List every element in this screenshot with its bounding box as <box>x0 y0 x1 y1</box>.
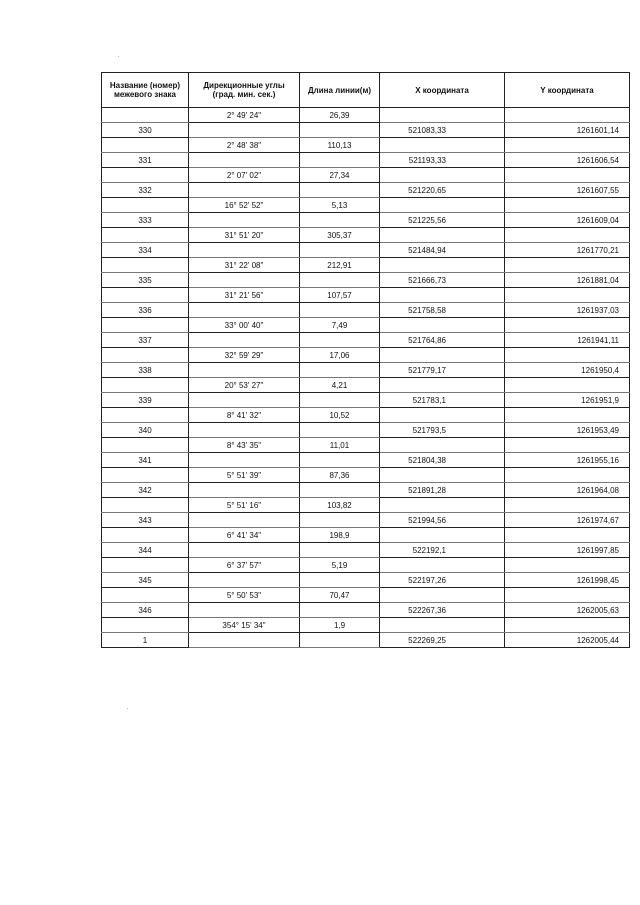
segment-row <box>102 558 630 573</box>
cell-direction-angle: 2° 07' 02" <box>189 168 300 183</box>
cell-x-coordinate: 521804,38 <box>380 453 505 468</box>
cell-point-name: 343 <box>102 513 189 528</box>
cell-x-coordinate: 521225,56 <box>380 213 505 228</box>
cell-x-coordinate: 522267,36 <box>380 603 505 618</box>
cell-y-coordinate: 1261770,21 <box>505 243 630 258</box>
cell-point-name <box>102 438 189 453</box>
cell-point-name <box>102 138 189 153</box>
segment-row <box>102 408 630 423</box>
cell-direction-angle: 8° 43' 35" <box>189 438 300 453</box>
cell-line-length: 110,13 <box>300 138 380 153</box>
cell-y-coordinate <box>505 228 630 243</box>
segment-row <box>102 138 630 153</box>
segment-row <box>102 108 630 123</box>
cell-y-coordinate <box>505 168 630 183</box>
cell-line-length: 87,36 <box>300 468 380 483</box>
cell-direction-angle: 354° 15' 34" <box>189 618 300 633</box>
cell-x-coordinate: 521220,65 <box>380 183 505 198</box>
cell-x-coordinate <box>380 438 505 453</box>
cell-x-coordinate <box>380 108 505 123</box>
cell-direction-angle <box>189 393 300 408</box>
header-x: X координата <box>380 73 505 108</box>
cell-line-length: 5,13 <box>300 198 380 213</box>
cell-point-name <box>102 288 189 303</box>
cell-direction-angle: 2° 48' 38" <box>189 138 300 153</box>
cell-y-coordinate: 1261953,49 <box>505 423 630 438</box>
cell-x-coordinate: 521193,33 <box>380 153 505 168</box>
point-row <box>102 513 630 528</box>
cell-line-length: 107,57 <box>300 288 380 303</box>
cell-point-name: 334 <box>102 243 189 258</box>
cell-x-coordinate: 521083,33 <box>380 123 505 138</box>
cell-y-coordinate <box>505 588 630 603</box>
table-header <box>102 73 630 108</box>
point-row <box>102 393 630 408</box>
scan-speck <box>127 708 128 709</box>
cell-line-length: 11,01 <box>300 438 380 453</box>
cell-line-length: 26,39 <box>300 108 380 123</box>
point-row <box>102 573 630 588</box>
cell-point-name: 338 <box>102 363 189 378</box>
cell-direction-angle: 16° 52' 52" <box>189 198 300 213</box>
cell-y-coordinate: 1261974,67 <box>505 513 630 528</box>
cell-point-name: 344 <box>102 543 189 558</box>
cell-point-name: 336 <box>102 303 189 318</box>
cell-point-name <box>102 618 189 633</box>
cell-y-coordinate <box>505 468 630 483</box>
point-row <box>102 483 630 498</box>
cell-line-length: 212,91 <box>300 258 380 273</box>
cell-line-length <box>300 633 380 648</box>
cell-line-length <box>300 243 380 258</box>
cell-y-coordinate: 1261997,85 <box>505 543 630 558</box>
cell-point-name: 346 <box>102 603 189 618</box>
cell-direction-angle: 2° 49' 24" <box>189 108 300 123</box>
cell-line-length: 305,37 <box>300 228 380 243</box>
cell-x-coordinate <box>380 558 505 573</box>
segment-row <box>102 228 630 243</box>
cell-line-length: 17,06 <box>300 348 380 363</box>
point-row <box>102 153 630 168</box>
cell-x-coordinate: 522197,26 <box>380 573 505 588</box>
cell-y-coordinate: 1261601,14 <box>505 123 630 138</box>
segment-row <box>102 348 630 363</box>
cell-point-name <box>102 198 189 213</box>
cell-x-coordinate <box>380 618 505 633</box>
cell-x-coordinate <box>380 228 505 243</box>
cell-x-coordinate <box>380 378 505 393</box>
segment-row <box>102 378 630 393</box>
cell-point-name: 337 <box>102 333 189 348</box>
cell-x-coordinate: 521779,17 <box>380 363 505 378</box>
cell-y-coordinate <box>505 618 630 633</box>
cell-point-name: 341 <box>102 453 189 468</box>
segment-row <box>102 618 630 633</box>
segment-row <box>102 528 630 543</box>
cell-line-length <box>300 333 380 348</box>
cell-y-coordinate: 1261607,55 <box>505 183 630 198</box>
segment-row <box>102 468 630 483</box>
cell-x-coordinate <box>380 198 505 213</box>
cell-line-length <box>300 273 380 288</box>
cell-line-length <box>300 303 380 318</box>
cell-line-length: 198,9 <box>300 528 380 543</box>
cell-y-coordinate <box>505 138 630 153</box>
cell-line-length: 5,19 <box>300 558 380 573</box>
point-row <box>102 333 630 348</box>
cell-direction-angle <box>189 213 300 228</box>
cell-direction-angle: 8° 41' 32" <box>189 408 300 423</box>
cell-y-coordinate <box>505 408 630 423</box>
cell-direction-angle <box>189 453 300 468</box>
cell-x-coordinate <box>380 138 505 153</box>
cell-direction-angle: 20° 53' 27" <box>189 378 300 393</box>
cell-y-coordinate <box>505 108 630 123</box>
cell-line-length <box>300 543 380 558</box>
cell-x-coordinate: 521484,94 <box>380 243 505 258</box>
cell-y-coordinate <box>505 198 630 213</box>
cell-y-coordinate: 1261998,45 <box>505 573 630 588</box>
cell-y-coordinate: 1261950,4 <box>505 363 630 378</box>
segment-row <box>102 288 630 303</box>
segment-row <box>102 198 630 213</box>
cell-x-coordinate <box>380 528 505 543</box>
cell-y-coordinate: 1261937,03 <box>505 303 630 318</box>
cell-x-coordinate <box>380 258 505 273</box>
cell-direction-angle <box>189 633 300 648</box>
cell-y-coordinate <box>505 498 630 513</box>
cell-point-name <box>102 348 189 363</box>
cell-point-name <box>102 228 189 243</box>
cell-x-coordinate: 521783,1 <box>380 393 505 408</box>
cell-x-coordinate <box>380 288 505 303</box>
cell-point-name: 335 <box>102 273 189 288</box>
segment-row <box>102 438 630 453</box>
segment-row <box>102 258 630 273</box>
cell-point-name <box>102 378 189 393</box>
point-row <box>102 183 630 198</box>
segment-row <box>102 318 630 333</box>
cell-line-length <box>300 363 380 378</box>
cell-direction-angle <box>189 273 300 288</box>
cell-x-coordinate: 521666,73 <box>380 273 505 288</box>
cell-direction-angle <box>189 303 300 318</box>
cell-point-name: 332 <box>102 183 189 198</box>
cell-point-name <box>102 558 189 573</box>
cell-direction-angle <box>189 363 300 378</box>
cell-line-length <box>300 483 380 498</box>
cell-y-coordinate: 1261609,04 <box>505 213 630 228</box>
cell-x-coordinate: 521994,56 <box>380 513 505 528</box>
cell-y-coordinate <box>505 348 630 363</box>
cell-y-coordinate: 1261606,54 <box>505 153 630 168</box>
cell-x-coordinate <box>380 408 505 423</box>
header-name: Название (номер) межевого знака <box>102 73 189 108</box>
point-row <box>102 633 630 648</box>
cell-x-coordinate: 521758,58 <box>380 303 505 318</box>
cell-point-name <box>102 318 189 333</box>
cell-point-name: 340 <box>102 423 189 438</box>
cell-line-length <box>300 453 380 468</box>
cell-line-length <box>300 603 380 618</box>
cell-y-coordinate: 1261964,08 <box>505 483 630 498</box>
cell-x-coordinate <box>380 498 505 513</box>
cell-direction-angle <box>189 543 300 558</box>
cell-direction-angle <box>189 153 300 168</box>
cell-direction-angle: 6° 37' 57" <box>189 558 300 573</box>
point-row <box>102 453 630 468</box>
cell-line-length <box>300 393 380 408</box>
cell-x-coordinate: 521891,28 <box>380 483 505 498</box>
cell-point-name <box>102 168 189 183</box>
cell-y-coordinate <box>505 258 630 273</box>
cell-y-coordinate: 1262005,44 <box>505 633 630 648</box>
point-row <box>102 123 630 138</box>
cell-y-coordinate <box>505 438 630 453</box>
cell-point-name: 345 <box>102 573 189 588</box>
cell-x-coordinate: 521793,5 <box>380 423 505 438</box>
cell-direction-angle <box>189 513 300 528</box>
header-row <box>102 73 630 108</box>
cell-direction-angle <box>189 243 300 258</box>
cell-y-coordinate <box>505 558 630 573</box>
cell-line-length <box>300 153 380 168</box>
cell-direction-angle <box>189 573 300 588</box>
segment-row <box>102 168 630 183</box>
cell-point-name: 331 <box>102 153 189 168</box>
scan-speck <box>118 56 119 57</box>
cell-x-coordinate <box>380 468 505 483</box>
header-y: Y координата <box>505 73 630 108</box>
header-length: Длина линии(м) <box>300 73 380 108</box>
cell-direction-angle: 31° 51' 20" <box>189 228 300 243</box>
boundary-coordinates-table <box>101 72 630 648</box>
point-row <box>102 543 630 558</box>
cell-line-length: 1,9 <box>300 618 380 633</box>
cell-y-coordinate: 1261951,9 <box>505 393 630 408</box>
table-body <box>102 108 630 648</box>
cell-line-length <box>300 123 380 138</box>
cell-direction-angle <box>189 183 300 198</box>
cell-point-name <box>102 498 189 513</box>
cell-x-coordinate <box>380 168 505 183</box>
cell-point-name <box>102 108 189 123</box>
cell-direction-angle: 31° 21' 56" <box>189 288 300 303</box>
cell-direction-angle: 32° 59' 29" <box>189 348 300 363</box>
cell-y-coordinate <box>505 318 630 333</box>
point-row <box>102 423 630 438</box>
cell-point-name <box>102 528 189 543</box>
cell-y-coordinate <box>505 528 630 543</box>
cell-line-length: 70,47 <box>300 588 380 603</box>
cell-line-length <box>300 513 380 528</box>
segment-row <box>102 498 630 513</box>
point-row <box>102 273 630 288</box>
cell-point-name: 342 <box>102 483 189 498</box>
cell-direction-angle: 5° 50' 53" <box>189 588 300 603</box>
cell-line-length: 7,49 <box>300 318 380 333</box>
segment-row <box>102 588 630 603</box>
cell-point-name <box>102 258 189 273</box>
cell-point-name: 339 <box>102 393 189 408</box>
cell-x-coordinate: 522269,25 <box>380 633 505 648</box>
cell-line-length: 27,34 <box>300 168 380 183</box>
cell-line-length: 10,52 <box>300 408 380 423</box>
cell-line-length: 103,82 <box>300 498 380 513</box>
cell-line-length <box>300 183 380 198</box>
cell-y-coordinate <box>505 378 630 393</box>
cell-x-coordinate: 522192,1 <box>380 543 505 558</box>
cell-y-coordinate <box>505 288 630 303</box>
point-row <box>102 603 630 618</box>
cell-line-length: 4,21 <box>300 378 380 393</box>
point-row <box>102 303 630 318</box>
header-angle: Дирекционные углы (град. мин. сек.) <box>189 73 300 108</box>
cell-direction-angle <box>189 123 300 138</box>
cell-direction-angle <box>189 423 300 438</box>
cell-point-name: 1 <box>102 633 189 648</box>
cell-point-name: 330 <box>102 123 189 138</box>
cell-point-name <box>102 408 189 423</box>
cell-direction-angle: 33° 00' 40" <box>189 318 300 333</box>
cell-direction-angle <box>189 483 300 498</box>
cell-x-coordinate <box>380 318 505 333</box>
point-row <box>102 243 630 258</box>
cell-x-coordinate <box>380 348 505 363</box>
cell-y-coordinate: 1261941,11 <box>505 333 630 348</box>
cell-direction-angle: 31° 22' 08" <box>189 258 300 273</box>
cell-direction-angle <box>189 333 300 348</box>
cell-x-coordinate <box>380 588 505 603</box>
cell-direction-angle: 5° 51' 16" <box>189 498 300 513</box>
point-row <box>102 213 630 228</box>
cell-x-coordinate: 521764,86 <box>380 333 505 348</box>
cell-point-name: 333 <box>102 213 189 228</box>
cell-direction-angle: 6° 41' 34" <box>189 528 300 543</box>
cell-point-name <box>102 468 189 483</box>
cell-y-coordinate: 1261955,16 <box>505 453 630 468</box>
cell-y-coordinate: 1262005,63 <box>505 603 630 618</box>
cell-line-length <box>300 423 380 438</box>
cell-direction-angle <box>189 603 300 618</box>
cell-line-length <box>300 573 380 588</box>
cell-y-coordinate: 1261881,04 <box>505 273 630 288</box>
cell-point-name <box>102 588 189 603</box>
cell-line-length <box>300 213 380 228</box>
point-row <box>102 363 630 378</box>
cell-direction-angle: 5° 51' 39" <box>189 468 300 483</box>
